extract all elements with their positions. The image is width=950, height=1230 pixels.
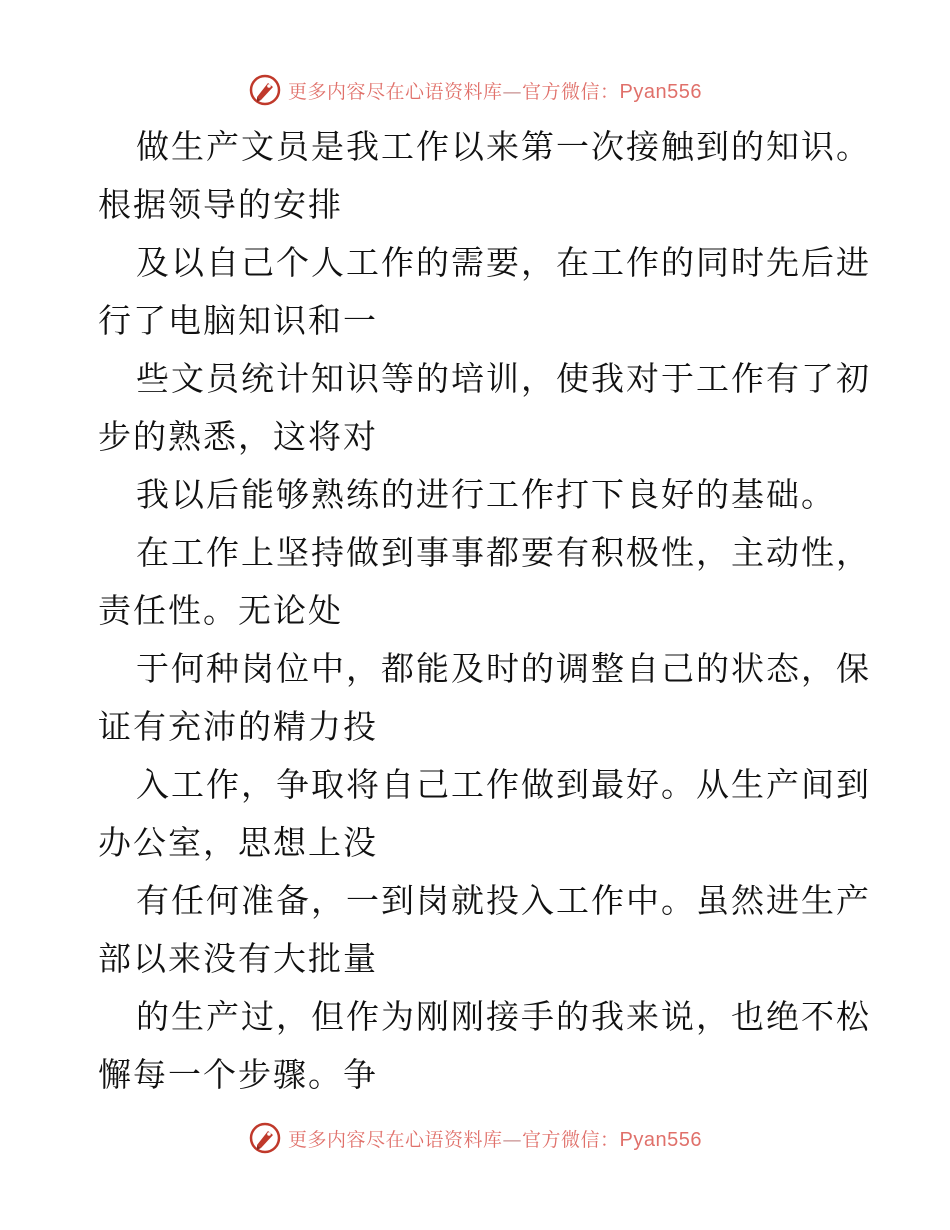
header-text-main: 更多内容尽在心语资料库 <box>288 80 503 103</box>
footer-text-wechat: 官方微信： <box>522 1128 620 1151</box>
document-body <box>98 118 871 1104</box>
paragraph-line: 责任性。无论处 <box>98 591 343 630</box>
header-text <box>288 77 702 104</box>
paragraph-1 <box>98 118 871 234</box>
paragraph-line: 些文员统计知识等的培训，使我对于工作有了初 <box>136 359 871 398</box>
paragraph-line: 办公室，思想上没 <box>98 823 378 862</box>
paragraph-line: 及以自己个人工作的需要，在工作的同时先后进 <box>136 243 871 282</box>
pen-nib-logo-icon <box>248 73 282 107</box>
paragraph-line: 部以来没有大批量 <box>98 939 378 978</box>
paragraph-9 <box>98 988 871 1104</box>
paragraph-2 <box>98 234 871 350</box>
header-banner <box>0 70 950 110</box>
paragraph-line: 于何种岗位中，都能及时的调整自己的状态，保 <box>136 649 871 688</box>
header-wechat-id: Pyan556 <box>619 80 702 103</box>
header-text-wechat: 官方微信： <box>522 80 620 103</box>
paragraph-line: 证有充沛的精力投 <box>98 707 378 746</box>
pen-nib-logo-icon <box>248 1121 282 1155</box>
paragraph-line: 做生产文员是我工作以来第一次接触到的知识。 <box>136 127 871 166</box>
paragraph-6 <box>98 640 871 756</box>
footer-separator: — <box>502 1128 523 1151</box>
header-separator: — <box>502 80 523 103</box>
paragraph-line: 有任何准备，一到岗就投入工作中。虽然进生产 <box>136 881 871 920</box>
paragraph-4 <box>98 466 858 524</box>
paragraph-line: 的生产过，但作为刚刚接手的我来说，也绝不松 <box>136 997 871 1036</box>
paragraph-line: 懈每一个步骤。争 <box>98 1055 378 1094</box>
paragraph-5 <box>98 524 871 640</box>
footer-text-main: 更多内容尽在心语资料库 <box>288 1128 503 1151</box>
paragraph-line: 入工作，争取将自己工作做到最好。从生产间到 <box>136 765 871 804</box>
paragraph-line: 根据领导的安排 <box>98 185 343 224</box>
paragraph-line: 在工作上坚持做到事事都要有积极性，主动性， <box>136 533 871 572</box>
footer-text <box>288 1125 702 1152</box>
paragraph-line: 我以后能够熟练的进行工作打下良好的基础。 <box>136 475 836 514</box>
paragraph-line: 行了电脑知识和一 <box>98 301 378 340</box>
paragraph-line: 步的熟悉，这将对 <box>98 417 378 456</box>
paragraph-8 <box>98 872 871 988</box>
paragraph-3 <box>98 350 871 466</box>
footer-wechat-id: Pyan556 <box>619 1128 702 1151</box>
paragraph-7 <box>98 756 871 872</box>
footer-banner <box>0 1118 950 1158</box>
